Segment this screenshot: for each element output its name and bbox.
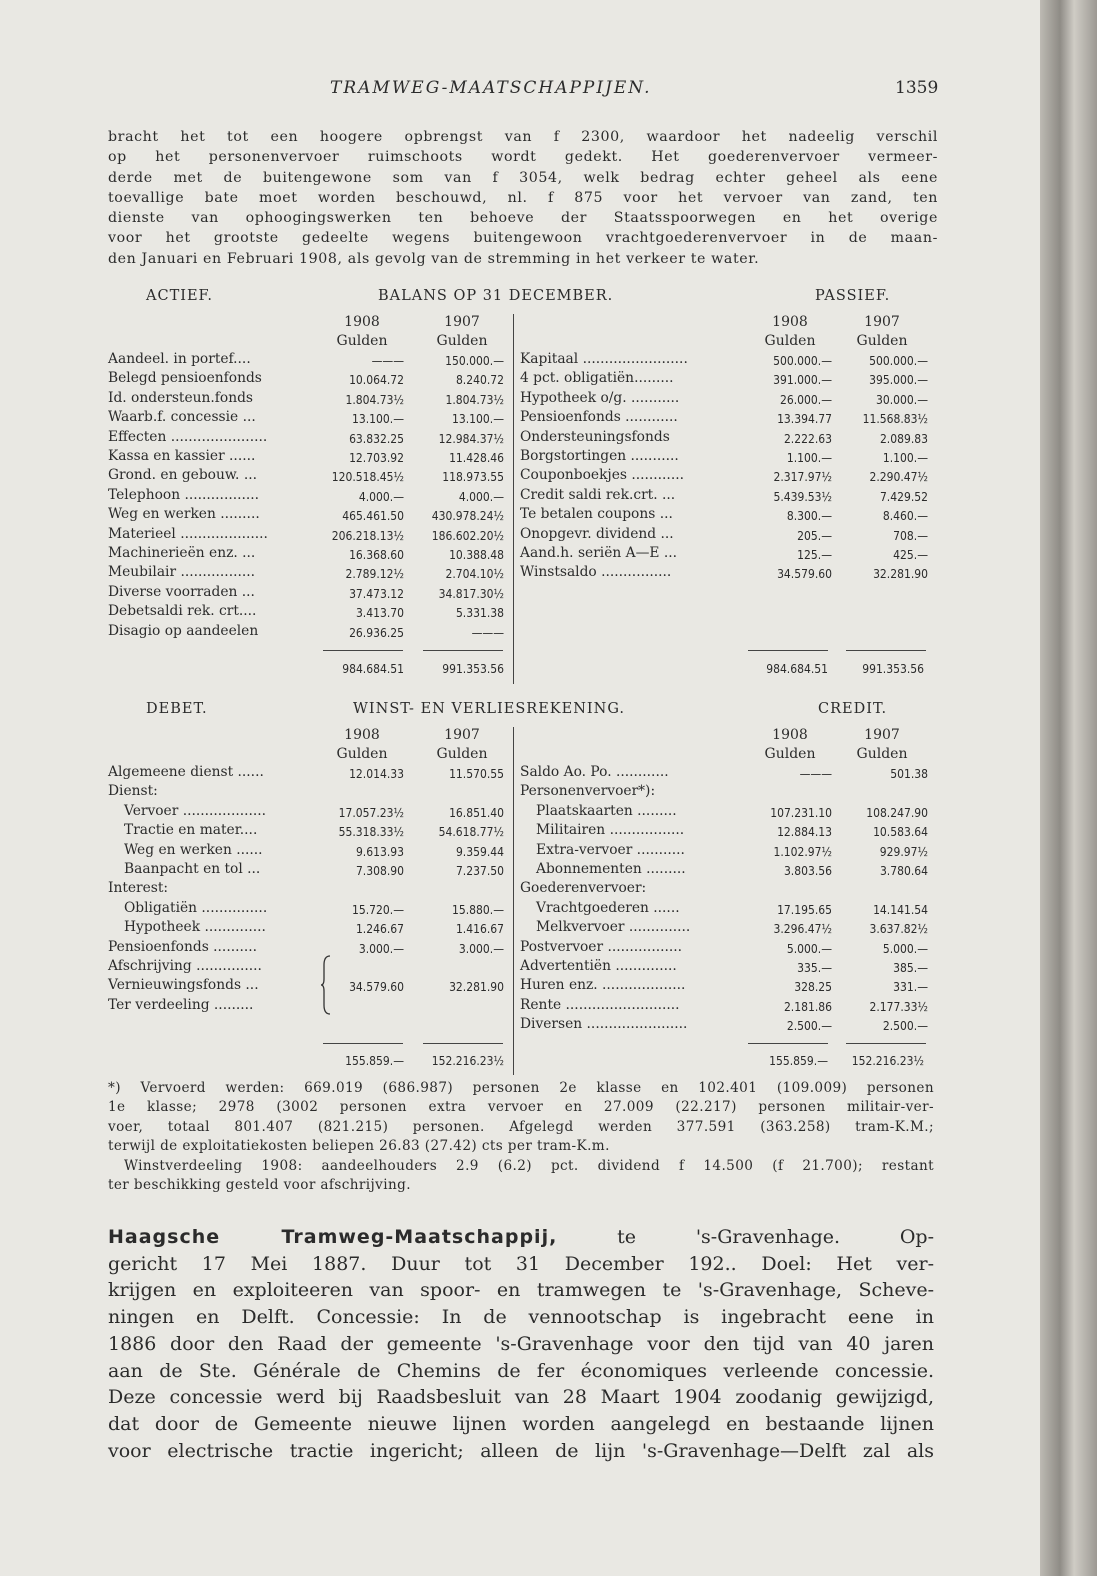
value-1908: 120.518.45½ [331, 470, 404, 485]
table-row [108, 861, 528, 881]
row-label: Vernieuwingsfonds ... [108, 977, 259, 994]
value-1908: 5.439.53½ [773, 489, 832, 504]
winst-credit-heading: CREDIT. [818, 701, 888, 717]
value-1907: 150.000.— [445, 354, 504, 368]
value-1907: 425.— [893, 548, 928, 562]
row-label: Algemeene dienst ...... [108, 764, 264, 780]
table-row [520, 880, 940, 900]
row-label: 4 pct. obligatiën......... [520, 370, 674, 387]
footnote [108, 1079, 934, 1195]
value-1908: 1.246.67 [355, 922, 404, 937]
row-label: Materieel .................... [108, 525, 268, 542]
value-1907: 11.568.83½ [862, 412, 928, 427]
footnote-line: 1e klasse; 2978 (3002 personen extra vervoer en 27.009 (22.217) personen militair-ver- [108, 1099, 934, 1116]
total-rule [423, 1043, 503, 1044]
company-line: ningen en Delft. Concessie: In de vennootschap is ingebracht eene in [108, 1306, 934, 1329]
value-1908: 2.222.63 [783, 431, 832, 446]
value-1908: 12.703.92 [349, 451, 404, 465]
value-1908: 9.613.93 [355, 844, 404, 859]
table-row [108, 997, 528, 1017]
balans-title: BALANS OP 31 DECEMBER. [378, 288, 614, 304]
value-1907: 395.000.— [869, 373, 928, 388]
row-label: Pensioenfonds ............ [520, 409, 678, 426]
value-1907: 430.978.24½ [431, 509, 504, 524]
value-1907: 32.281.90 [873, 567, 928, 582]
table-row [520, 764, 940, 784]
value-1908: 206.218.13½ [331, 528, 404, 543]
footnote-line: *) Vervoerd werden: 669.019 (686.987) personen 2e klasse en 102.401 (109.009) personen [108, 1080, 934, 1096]
value-1907: 13.100.— [452, 412, 504, 427]
row-label: Kapitaal ........................ [520, 351, 688, 367]
value-1907: 12.984.37½ [438, 431, 504, 446]
total-rule [323, 1043, 403, 1044]
winst-table [108, 727, 934, 1077]
table-row [108, 977, 528, 997]
footnote-line: ter beschikking gesteld voor afschrijving. [108, 1177, 411, 1194]
value-1908: 12.014.33 [349, 767, 404, 781]
winst-debet-heading: DEBET. [146, 701, 208, 717]
table-row [520, 958, 940, 978]
value-1907: 5.000.— [882, 941, 928, 956]
total-value: 155.859.— [345, 1054, 404, 1068]
value-1908: 13.100.— [352, 412, 404, 427]
intro-line: den Januari en Februari 1908, als gevolg van de stremming in het verkeer te water. [108, 250, 760, 267]
value-1907: 118.973.55 [442, 470, 504, 485]
col-unit: Gulden [856, 333, 908, 349]
intro-line: toevallige bate moet worden beschouwd, nl. f 875 voor het vervoer van zand, ten [108, 189, 938, 206]
book-page-edge [1040, 0, 1097, 1576]
balans-table [108, 314, 934, 684]
value-1907: 2.290.47½ [869, 470, 928, 485]
total-rule [423, 650, 503, 651]
value-1908: 12.884.13 [777, 825, 832, 840]
value-1907: 108.247.90 [866, 805, 928, 820]
col-unit: Gulden [436, 333, 488, 349]
table-row [108, 429, 528, 449]
row-label: Postvervoer ................. [520, 938, 683, 955]
value-1908: 391.000.— [773, 373, 832, 388]
value-1908: 10.064.72 [349, 373, 404, 388]
total-value: 155.859.— [769, 1054, 828, 1068]
value-1907: 1.416.67 [455, 922, 504, 937]
running-header-title: TRAMWEG-MAATSCHAPPIJEN. [330, 78, 652, 98]
table-row [520, 370, 940, 390]
table-row [108, 448, 528, 468]
table-row [520, 564, 940, 584]
value-1908: 3.000.— [358, 941, 404, 956]
table-row [108, 900, 528, 920]
value-1908: 26.936.25 [349, 625, 404, 640]
value-1907: 11.428.46 [449, 451, 504, 465]
row-label: Saldo Ao. Po. ............ [520, 764, 669, 780]
value-1907: 8.240.72 [455, 373, 504, 388]
table-row [520, 900, 940, 920]
value-1907: 14.141.54 [873, 902, 928, 917]
table-row [520, 861, 940, 881]
row-label: Belegd pensioenfonds [108, 370, 262, 387]
value-1908: 1.804.73½ [345, 392, 404, 407]
total-value: 984.684.51 [766, 662, 828, 676]
col-year: 1907 [444, 314, 480, 330]
table-row [108, 764, 528, 784]
row-label: Baanpacht en tol ... [124, 861, 261, 877]
table-row [108, 822, 528, 842]
footnote-line: Winstverdeeling 1908: aandeelhouders 2.9 (6.2) pct. dividend f 14.500 (f 21.700); restant [124, 1157, 934, 1174]
table-row [520, 409, 940, 429]
table-row [520, 506, 940, 526]
value-1908: 15.720.— [352, 902, 404, 917]
winst-title: WINST- EN VERLIESREKENING. [353, 701, 625, 717]
row-label: Personenvervoer*): [520, 783, 656, 800]
company-line: dat door de Gemeente nieuwe lijnen worden aangelegd en bestaande lijnen [108, 1412, 934, 1435]
row-label: Aand.h. seriën A—E ... [520, 545, 678, 561]
value-1907: 16.851.40 [449, 805, 504, 820]
row-label: Melkvervoer .............. [536, 919, 691, 936]
row-label: Tractie en mater.... [124, 822, 258, 839]
col-year: 1907 [864, 314, 900, 330]
row-label: Obligatiën ............... [124, 899, 268, 916]
value-1908: 205.— [797, 528, 832, 543]
value-1907: 3.780.64 [879, 864, 928, 878]
value-1908: ——— [371, 354, 404, 368]
value-1907: 34.817.30½ [438, 586, 504, 601]
value-1908: 1.100.— [786, 451, 832, 465]
value-1907: 15.880.— [452, 902, 504, 917]
table-row [108, 390, 528, 410]
value-1907: ——— [471, 625, 504, 640]
row-label: Extra-vervoer ........... [536, 841, 685, 858]
row-label: Waarb.f. concessie ... [108, 409, 256, 426]
table-row [108, 623, 528, 643]
row-label: Weg en werken ......... [108, 506, 260, 523]
value-1908: 328.25 [794, 980, 832, 995]
value-1908: 107.231.10 [770, 805, 832, 820]
value-1907: 500.000.— [869, 354, 928, 368]
col-unit: Gulden [764, 746, 816, 762]
value-1908: 37.473.12 [349, 586, 404, 601]
row-label: Meubilair ................. [108, 564, 256, 581]
intro-line: derde met de buitengewone som van f 3054, welk bedrag echter geheel als eene [108, 169, 938, 186]
table-row [108, 783, 528, 803]
table-row [108, 958, 528, 978]
value-1907: 5.331.38 [455, 606, 504, 621]
value-1908: 63.832.25 [349, 431, 404, 446]
value-1908: 3.296.47½ [773, 922, 832, 937]
row-label: Pensioenfonds .......... [108, 938, 258, 955]
row-label: Militairen ................. [536, 822, 685, 839]
company-paragraph [108, 1224, 934, 1464]
row-label: Onopgevr. dividend ... [520, 525, 674, 542]
table-row [108, 564, 528, 584]
table-row [108, 409, 528, 429]
total-value: 152.216.23½ [851, 1054, 924, 1068]
row-label: Plaatskaarten ......... [536, 802, 677, 819]
table-row [520, 822, 940, 842]
row-label: Goederenvervoer: [520, 880, 647, 897]
company-line: aan de Ste. Générale de Chemins de fer économiques verleende concessie. [108, 1359, 934, 1382]
row-label: Interest: [108, 880, 169, 897]
row-label: Abonnementen ......... [536, 861, 686, 877]
total-value: 991.353.56 [442, 662, 504, 676]
table-row [108, 370, 528, 390]
total-rule [846, 650, 926, 651]
row-label: Telephoon ................. [108, 486, 260, 503]
value-1908: 2.317.97½ [773, 470, 832, 485]
value-1908: 2.181.86 [783, 999, 832, 1014]
table-row [520, 545, 940, 565]
col-unit: Gulden [336, 746, 388, 762]
intro-line: bracht het tot een hoogere opbrengst van f 2300, waardoor het nadeelig verschil [108, 129, 938, 145]
value-1907: 10.583.64 [873, 825, 928, 840]
value-1907: 708.— [893, 528, 928, 543]
value-1908: ——— [799, 767, 832, 781]
row-label: Id. ondersteun.fonds [108, 389, 253, 406]
row-label: Vervoer ................... [124, 802, 267, 819]
value-1908: 55.318.33½ [338, 825, 404, 840]
table-row [108, 939, 528, 959]
row-label: Borgstortingen ........... [520, 448, 679, 464]
value-1907: 7.429.52 [879, 489, 928, 504]
total-value: 152.216.23½ [431, 1054, 504, 1068]
table-row [108, 803, 528, 823]
value-1908: 17.057.23½ [338, 805, 404, 820]
col-unit: Gulden [336, 333, 388, 349]
table-row [520, 390, 940, 410]
company-name: Haagsche Tramweg-Maatschappij, [108, 1226, 558, 1248]
row-label: Huren enz. ................... [520, 977, 686, 994]
balans-passief-heading: PASSIEF. [815, 288, 891, 304]
value-1907: 1.100.— [882, 451, 928, 465]
table-row [108, 545, 528, 565]
value-1908: 8.300.— [786, 509, 832, 524]
company-line: krijgen en exploiteeren van spoor- en tramwegen te 's-Gravenhage, Scheve- [108, 1279, 934, 1302]
table-row [108, 351, 528, 371]
value-1907: 10.388.48 [449, 548, 504, 562]
total-rule [323, 650, 403, 651]
table-row [520, 487, 940, 507]
table-row [520, 448, 940, 468]
footnote-line: voer, totaal 801.407 (821.215) personen. Afgelegd werden 377.591 (363.258) tram-K.M.; [108, 1118, 934, 1135]
col-year: 1907 [864, 727, 900, 743]
table-row [108, 919, 528, 939]
value-1907: 2.089.83 [879, 431, 928, 446]
table-row [108, 467, 528, 487]
row-label: Debetsaldi rek. crt.... [108, 603, 257, 620]
table-row [520, 1016, 940, 1036]
table-row [520, 351, 940, 371]
footnote-line: terwijl de exploitatiekosten beliepen 26.83 (27.42) cts per tram-K.m. [108, 1138, 610, 1155]
row-label: Winstsaldo ................ [520, 564, 672, 581]
row-label: Hypotheek .............. [124, 919, 266, 936]
value-1908: 26.000.— [780, 392, 832, 407]
company-line: voor electrische tractie ingericht; alleen de lijn 's-Gravenhage—Delft zal als [108, 1439, 934, 1462]
total-value: 991.353.56 [862, 662, 924, 676]
table-row [520, 526, 940, 546]
row-label: Aandeel. in portef.... [108, 351, 251, 367]
table-row [520, 467, 940, 487]
row-label: Diverse voorraden ... [108, 583, 255, 600]
value-1908: 125.— [797, 548, 832, 562]
value-1907: 385.— [893, 961, 928, 975]
company-line: gericht 17 Mei 1887. Duur tot 31 December 192.. Doel: Het ver- [108, 1252, 934, 1275]
company-first-line [108, 1224, 934, 1251]
row-label: Vrachtgoederen ...... [536, 899, 680, 916]
row-label: Grond. en gebouw. ... [108, 467, 257, 484]
total-rule [846, 1043, 926, 1044]
col-year: 1908 [772, 314, 808, 330]
total-rule [748, 1043, 828, 1044]
col-unit: Gulden [856, 746, 908, 762]
col-year: 1908 [772, 727, 808, 743]
table-row [520, 977, 940, 997]
table-row [108, 487, 528, 507]
col-unit: Gulden [436, 746, 488, 762]
value-1907: 929.97½ [879, 844, 928, 859]
value-1907: 4.000.— [458, 489, 504, 504]
value-1907: 331.— [893, 980, 928, 995]
value-1908: 2.789.12½ [345, 567, 404, 582]
row-label: Hypotheek o/g. ........... [520, 389, 680, 406]
value-1908: 34.579.60 [349, 980, 404, 995]
table-row [108, 506, 528, 526]
value-1908: 13.394.77 [777, 412, 832, 427]
row-label: Weg en werken ...... [124, 841, 263, 858]
value-1907: 7.237.50 [455, 864, 504, 878]
page-number: 1359 [895, 78, 939, 98]
col-unit: Gulden [764, 333, 816, 349]
col-year: 1907 [444, 727, 480, 743]
table-row [108, 526, 528, 546]
value-1907: 30.000.— [876, 392, 928, 407]
value-1908: 17.195.65 [777, 902, 832, 917]
row-label: Te betalen coupons ... [520, 506, 673, 523]
intro-line: voor het grootste gedeelte wegens buitengewoon vrachtgoederenvervoer in de maan- [108, 230, 938, 247]
table-row [108, 880, 528, 900]
row-label: Kassa en kassier ...... [108, 448, 256, 464]
table-row [520, 783, 940, 803]
company-first-line-rest: te 's-Gravenhage. Op- [617, 1226, 935, 1248]
intro-line: dienste van ophoogingswerken ten behoeve der Staatsspoorwegen en het overige [108, 210, 938, 227]
row-label: Couponboekjes ............ [520, 467, 684, 484]
table-row [108, 603, 528, 623]
table-row [108, 584, 528, 604]
row-label: Ondersteuningsfonds [520, 428, 670, 445]
row-label: Rente .......................... [520, 996, 680, 1013]
table-row [520, 842, 940, 862]
value-1908: 500.000.— [773, 354, 832, 368]
row-label: Dienst: [108, 783, 158, 800]
value-1908: 3.803.56 [783, 864, 832, 878]
table-row [520, 997, 940, 1017]
value-1907: 3.637.82½ [869, 922, 928, 937]
row-label: Effecten ...................... [108, 428, 268, 445]
value-1907: 54.618.77½ [438, 825, 504, 840]
value-1907: 1.804.73½ [445, 392, 504, 407]
row-label: Diversen ....................... [520, 1016, 688, 1033]
value-1908: 2.500.— [786, 1019, 832, 1034]
value-1907: 32.281.90 [449, 980, 504, 995]
value-1907: 186.602.20½ [431, 528, 504, 543]
table-row [520, 939, 940, 959]
intro-line: op het personenvervoer ruimschoots wordt gedekt. Het goederenvervoer vermeer- [108, 149, 938, 166]
value-1907: 501.38 [890, 767, 928, 781]
value-1907: 8.460.— [882, 509, 928, 524]
value-1908: 7.308.90 [355, 864, 404, 878]
value-1908: 5.000.— [786, 941, 832, 956]
row-label: Machinerieën enz. ... [108, 545, 256, 561]
value-1907: 11.570.55 [449, 767, 504, 781]
value-1907: 2.704.10½ [445, 567, 504, 582]
value-1908: 465.461.50 [342, 509, 404, 524]
row-label: Advertentiën .............. [520, 958, 677, 974]
total-value: 984.684.51 [342, 662, 404, 676]
row-label: Credit saldi rek.crt. ... [520, 486, 676, 503]
col-year: 1908 [344, 727, 380, 743]
value-1908: 3.413.70 [355, 606, 404, 621]
total-rule [748, 650, 828, 651]
value-1908: 4.000.— [358, 489, 404, 504]
value-1907: 3.000.— [458, 941, 504, 956]
value-1908: 16.368.60 [349, 548, 404, 562]
table-row [520, 429, 940, 449]
intro-paragraph [108, 127, 938, 269]
value-1907: 2.177.33½ [869, 999, 928, 1014]
col-year: 1908 [344, 314, 380, 330]
balans-actief-heading: ACTIEF. [146, 288, 213, 304]
row-label: Disagio op aandeelen [108, 622, 259, 639]
value-1907: 2.500.— [882, 1019, 928, 1034]
row-label: Ter verdeeling ......... [108, 996, 254, 1013]
value-1908: 34.579.60 [777, 567, 832, 582]
row-label: Afschrijving ............... [108, 958, 262, 974]
value-1908: 335.— [797, 961, 832, 975]
company-line: Deze concessie werd bij Raadsbesluit van 28 Maart 1904 zoodanig gewijzigd, [108, 1386, 934, 1409]
table-row [108, 842, 528, 862]
value-1907: 9.359.44 [455, 844, 504, 859]
table-row [520, 919, 940, 939]
company-line: 1886 door den Raad der gemeente 's-Gravenhage voor den tijd van 40 jaren [108, 1332, 934, 1355]
value-1908: 1.102.97½ [773, 844, 832, 859]
table-row [520, 803, 940, 823]
